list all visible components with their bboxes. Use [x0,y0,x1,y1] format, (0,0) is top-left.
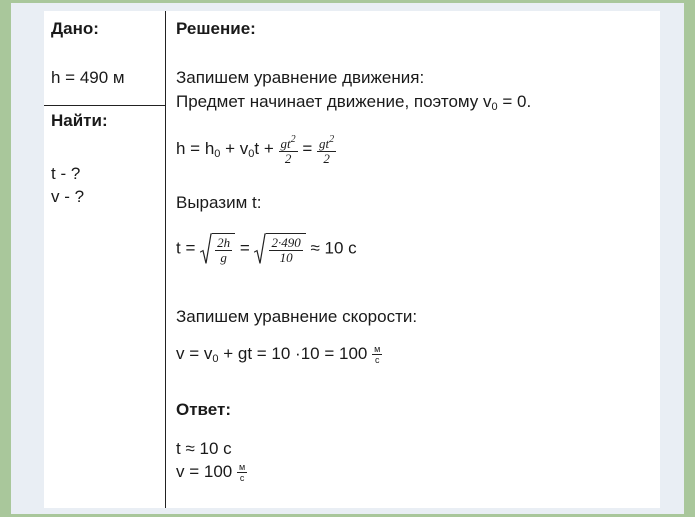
speed-equation-line: Запишем уравнение скорости: [176,307,418,326]
fraction-gt2-over-2: $\frac{gt^2}{2}$ [280,134,296,166]
equation-speed: $v = v_0$ + gt = 10 ·10 = 100 $\frac{м}{с}$ [176,344,381,366]
fraction-gt2-over-2-result: $\frac{gt^2}{2}$ [319,134,335,166]
solution-header: Решение: [176,19,256,38]
unit-m-per-s: $\frac{м}{с}$ [374,344,381,366]
express-t-line: Выразим t: [176,193,262,212]
find-item-t: t - ? [51,164,81,183]
given-header: Дано: [51,19,99,38]
answer-speed: v = 100 $\frac{м}{с}$ [176,462,246,484]
column-divider [165,11,166,508]
answer-time: t ≈ 10 с [176,439,232,458]
solution-line-start: Предмет начинает движение, поэтому $v_0 = 0$. [176,92,532,113]
equation-time: t = $\frac{2h}{g}$ = $\frac{2\cdot 490}{10}$ ≈ 10 с [176,235,357,265]
sqrt-2h-over-g: $\frac{2h}{g}$ [200,233,235,265]
given-find-divider [44,105,165,106]
answer-unit-m-per-s: $\frac{м}{с}$ [238,462,246,484]
given-value: h = 490 м [51,68,125,87]
answer-header: Ответ: [176,400,231,419]
sqrt-2x490-over-10: $\frac{2\cdot 490}{10}$ [254,233,305,265]
find-item-v: v - ? [51,187,85,206]
solution-line-motion: Запишем уравнение движения: [176,68,425,87]
background-panel [11,3,684,514]
solution-sheet [44,11,660,508]
equation-motion: $h = h_0 + v_0t$ + $\frac{gt^2}{2}$ = $\frac{gt^2}{2}$ [176,134,335,166]
find-header: Найти: [51,111,108,130]
